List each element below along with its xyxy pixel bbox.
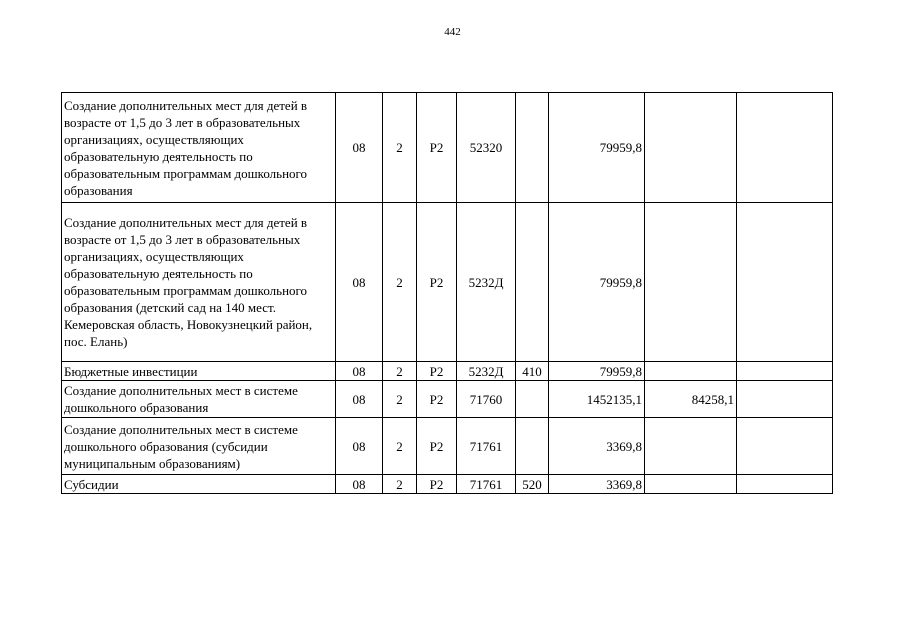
amount-1-cell: 3369,8 <box>549 418 645 475</box>
program-cell: P2 <box>417 418 457 475</box>
amount-2-cell <box>645 418 737 475</box>
subsection-cell: 2 <box>383 381 417 418</box>
amount-1-cell: 79959,8 <box>549 362 645 381</box>
amount-1-cell: 79959,8 <box>549 93 645 203</box>
row-name-cell: Бюджетные инвестиции <box>62 362 336 381</box>
amount-3-cell <box>737 203 833 362</box>
amount-3-cell <box>737 475 833 494</box>
amount-3-cell <box>737 418 833 475</box>
section-cell: 08 <box>336 93 383 203</box>
subsection-cell: 2 <box>383 418 417 475</box>
expense-type-cell <box>516 418 549 475</box>
program-cell: P2 <box>417 475 457 494</box>
expense-type-cell <box>516 203 549 362</box>
program-cell: P2 <box>417 381 457 418</box>
row-name-cell: Создание дополнительных мест для детей в возрасте от 1,5 до 3 лет в образовательных организациях, осуществляющих образовательную деятельность по образовательным программам дошкольного образования <box>62 93 336 203</box>
row-name-cell: Создание дополнительных мест в системе дошкольного образования <box>62 381 336 418</box>
row-name-cell: Создание дополнительных мест для детей в возрасте от 1,5 до 3 лет в образовательных организациях, осуществляющих образовательную деятельность по образовательным программам дошкольного образования (детский сад на 140 мест. Кемеровская область, Новокузнецкий район, пос. Елань) <box>62 203 336 362</box>
amount-1-cell: 3369,8 <box>549 475 645 494</box>
table-row <box>62 93 833 203</box>
subsection-cell: 2 <box>383 203 417 362</box>
row-name-cell: Субсидии <box>62 475 336 494</box>
expense-type-cell <box>516 93 549 203</box>
section-cell: 08 <box>336 362 383 381</box>
amount-2-cell <box>645 203 737 362</box>
amount-2-cell <box>645 93 737 203</box>
direction-cell: 71760 <box>457 381 516 418</box>
subsection-cell: 2 <box>383 475 417 494</box>
direction-cell: 71761 <box>457 475 516 494</box>
subsection-cell: 2 <box>383 362 417 381</box>
expense-type-cell <box>516 381 549 418</box>
amount-1-cell: 79959,8 <box>549 203 645 362</box>
table-row <box>62 203 833 362</box>
page-number: 442 <box>444 26 461 38</box>
table-row <box>62 418 833 475</box>
expense-type-cell: 410 <box>516 362 549 381</box>
amount-1-cell: 1452135,1 <box>549 381 645 418</box>
section-cell: 08 <box>336 203 383 362</box>
amount-3-cell <box>737 381 833 418</box>
program-cell: P2 <box>417 362 457 381</box>
expense-type-cell: 520 <box>516 475 549 494</box>
budget-table <box>61 92 833 494</box>
direction-cell: 52320 <box>457 93 516 203</box>
section-cell: 08 <box>336 475 383 494</box>
program-cell: P2 <box>417 93 457 203</box>
table-row <box>62 381 833 418</box>
section-cell: 08 <box>336 418 383 475</box>
direction-cell: 71761 <box>457 418 516 475</box>
row-name-cell: Создание дополнительных мест в системе дошкольного образования (субсидии муниципальным образованиям) <box>62 418 336 475</box>
amount-3-cell <box>737 362 833 381</box>
amount-2-cell <box>645 362 737 381</box>
table-row <box>62 475 833 494</box>
table-row <box>62 362 833 381</box>
amount-3-cell <box>737 93 833 203</box>
program-cell: P2 <box>417 203 457 362</box>
subsection-cell: 2 <box>383 93 417 203</box>
direction-cell: 5232Д <box>457 203 516 362</box>
section-cell: 08 <box>336 381 383 418</box>
amount-2-cell: 84258,1 <box>645 381 737 418</box>
direction-cell: 5232Д <box>457 362 516 381</box>
amount-2-cell <box>645 475 737 494</box>
